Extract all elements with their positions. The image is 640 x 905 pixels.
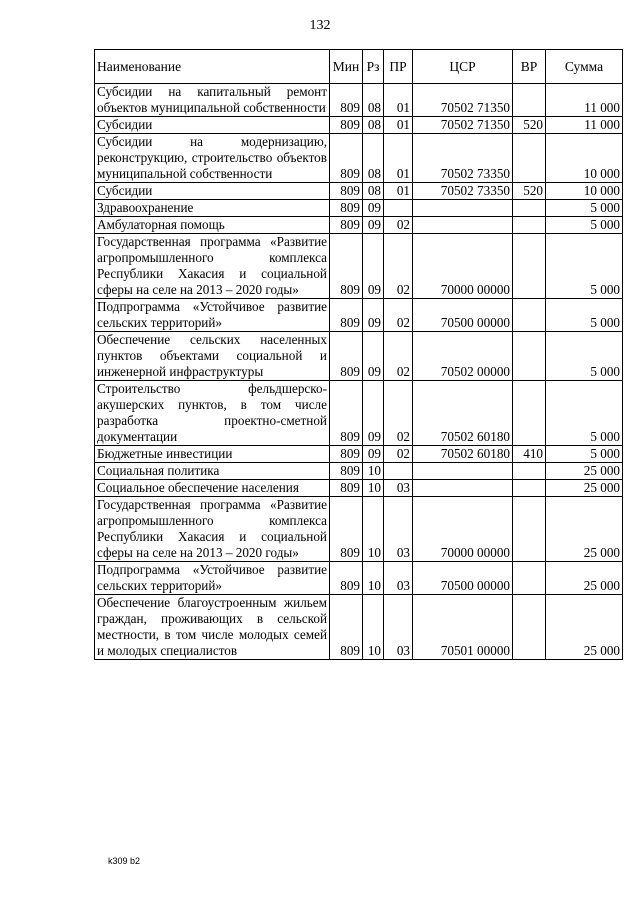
cell-name: Государственная программа «Развитие агропромышленного комплекса Республики Хакасия и социальной сферы на селе на 2013 – 2020 годы» (95, 497, 330, 562)
cell-vr (513, 84, 546, 117)
cell-csr (413, 200, 513, 217)
table-row (95, 480, 623, 497)
cell-min: 809 (330, 381, 363, 446)
cell-vr: 410 (513, 446, 546, 463)
cell-rz: 08 (363, 84, 384, 117)
header-min: Мин (330, 50, 363, 84)
cell-name: Субсидии (95, 183, 330, 200)
cell-csr: 70501 00000 (413, 595, 513, 660)
cell-sum: 5 000 (546, 299, 623, 332)
cell-rz: 10 (363, 480, 384, 497)
cell-sum: 11 000 (546, 117, 623, 134)
table-row (95, 183, 623, 200)
cell-rz: 09 (363, 217, 384, 234)
table-row (95, 117, 623, 134)
cell-csr: 70500 00000 (413, 562, 513, 595)
cell-rz: 09 (363, 381, 384, 446)
cell-rz: 09 (363, 234, 384, 299)
cell-csr: 70000 00000 (413, 497, 513, 562)
cell-rz: 08 (363, 134, 384, 183)
cell-vr: 520 (513, 183, 546, 200)
cell-sum: 25 000 (546, 562, 623, 595)
cell-vr (513, 595, 546, 660)
cell-rz: 10 (363, 562, 384, 595)
header-vr: ВР (513, 50, 546, 84)
cell-sum: 10 000 (546, 183, 623, 200)
cell-name: Обеспечение благоустроенным жильем граждан, проживающих в сельской местности, в том числе молодых семей и молодых специалистов (95, 595, 330, 660)
table-body (95, 84, 623, 660)
cell-csr: 70500 00000 (413, 299, 513, 332)
cell-name: Подпрограмма «Устойчивое развитие сельских территорий» (95, 299, 330, 332)
cell-sum: 10 000 (546, 134, 623, 183)
cell-min: 809 (330, 562, 363, 595)
page-number: 132 (309, 18, 331, 33)
table-row (95, 562, 623, 595)
cell-vr (513, 200, 546, 217)
header-csr: ЦСР (413, 50, 513, 84)
cell-vr (513, 299, 546, 332)
cell-min: 809 (330, 595, 363, 660)
cell-csr: 70502 60180 (413, 446, 513, 463)
cell-min: 809 (330, 332, 363, 381)
cell-rz: 09 (363, 299, 384, 332)
cell-name: Бюджетные инвестиции (95, 446, 330, 463)
cell-csr (413, 463, 513, 480)
header-pr: ПР (384, 50, 413, 84)
cell-name: Амбулаторная помощь (95, 217, 330, 234)
cell-pr: 03 (384, 562, 413, 595)
cell-rz: 10 (363, 497, 384, 562)
cell-min: 809 (330, 480, 363, 497)
cell-csr: 70502 71350 (413, 117, 513, 134)
cell-sum: 5 000 (546, 234, 623, 299)
cell-csr: 70502 60180 (413, 381, 513, 446)
cell-vr: 520 (513, 117, 546, 134)
table-row (95, 84, 623, 117)
cell-csr: 70502 71350 (413, 84, 513, 117)
cell-pr: 01 (384, 84, 413, 117)
cell-pr: 01 (384, 183, 413, 200)
table-row (95, 497, 623, 562)
cell-rz: 09 (363, 200, 384, 217)
cell-name: Социальная политика (95, 463, 330, 480)
header-name: Наименование (95, 50, 330, 84)
cell-pr: 01 (384, 117, 413, 134)
cell-name: Здравоохранение (95, 200, 330, 217)
cell-sum: 25 000 (546, 480, 623, 497)
cell-min: 809 (330, 299, 363, 332)
cell-min: 809 (330, 234, 363, 299)
cell-name: Субсидии (95, 117, 330, 134)
cell-pr: 02 (384, 446, 413, 463)
table-row (95, 463, 623, 480)
cell-pr: 01 (384, 134, 413, 183)
cell-csr (413, 217, 513, 234)
cell-csr: 70502 73350 (413, 134, 513, 183)
cell-vr (513, 562, 546, 595)
cell-name: Обеспечение сельских населенных пунктов объектами социальной и инженерной инфраструктуры (95, 332, 330, 381)
table-row (95, 332, 623, 381)
table-row (95, 381, 623, 446)
cell-vr (513, 134, 546, 183)
cell-min: 809 (330, 117, 363, 134)
cell-vr (513, 217, 546, 234)
table-row (95, 200, 623, 217)
table-row (95, 446, 623, 463)
table-row (95, 234, 623, 299)
cell-min: 809 (330, 84, 363, 117)
cell-pr (384, 463, 413, 480)
cell-min: 809 (330, 497, 363, 562)
cell-name: Строительство фельдшерско-акушерских пунктов, в том числе разработка проектно-сметной документации (95, 381, 330, 446)
cell-sum: 5 000 (546, 217, 623, 234)
cell-rz: 08 (363, 117, 384, 134)
cell-sum: 25 000 (546, 497, 623, 562)
cell-pr: 02 (384, 217, 413, 234)
cell-rz: 09 (363, 446, 384, 463)
cell-rz: 09 (363, 332, 384, 381)
cell-pr: 03 (384, 595, 413, 660)
cell-vr (513, 381, 546, 446)
cell-name: Социальное обеспечение населения (95, 480, 330, 497)
cell-vr (513, 480, 546, 497)
cell-sum: 11 000 (546, 84, 623, 117)
cell-name: Государственная программа «Развитие агропромышленного комплекса Республики Хакасия и социальной сферы на селе на 2013 – 2020 годы» (95, 234, 330, 299)
cell-min: 809 (330, 200, 363, 217)
cell-vr (513, 463, 546, 480)
cell-vr (513, 234, 546, 299)
cell-vr (513, 497, 546, 562)
cell-rz: 08 (363, 183, 384, 200)
cell-rz: 10 (363, 463, 384, 480)
cell-pr: 03 (384, 497, 413, 562)
table-row (95, 134, 623, 183)
table-row (95, 299, 623, 332)
cell-pr: 02 (384, 332, 413, 381)
cell-csr: 70000 00000 (413, 234, 513, 299)
cell-min: 809 (330, 183, 363, 200)
cell-pr: 02 (384, 234, 413, 299)
cell-min: 809 (330, 446, 363, 463)
cell-csr (413, 480, 513, 497)
cell-sum: 5 000 (546, 200, 623, 217)
cell-pr: 03 (384, 480, 413, 497)
cell-sum: 5 000 (546, 381, 623, 446)
cell-sum: 5 000 (546, 446, 623, 463)
cell-pr: 02 (384, 299, 413, 332)
cell-name: Субсидии на капитальный ремонт объектов муниципальной собственности (95, 84, 330, 117)
budget-table (94, 49, 623, 660)
footer-code: k309 b2 (108, 856, 141, 866)
cell-min: 809 (330, 134, 363, 183)
cell-vr (513, 332, 546, 381)
cell-sum: 25 000 (546, 463, 623, 480)
cell-name: Подпрограмма «Устойчивое развитие сельских территорий» (95, 562, 330, 595)
cell-min: 809 (330, 463, 363, 480)
table-header-row (95, 50, 623, 84)
cell-pr: 02 (384, 381, 413, 446)
cell-rz: 10 (363, 595, 384, 660)
cell-pr (384, 200, 413, 217)
header-sum: Сумма (546, 50, 623, 84)
table-row (95, 595, 623, 660)
cell-name: Субсидии на модернизацию, реконструкцию, строительство объектов муниципальной собственности (95, 134, 330, 183)
header-rz: Рз (363, 50, 384, 84)
cell-csr: 70502 00000 (413, 332, 513, 381)
cell-sum: 5 000 (546, 332, 623, 381)
cell-sum: 25 000 (546, 595, 623, 660)
table-row (95, 217, 623, 234)
cell-min: 809 (330, 217, 363, 234)
cell-csr: 70502 73350 (413, 183, 513, 200)
